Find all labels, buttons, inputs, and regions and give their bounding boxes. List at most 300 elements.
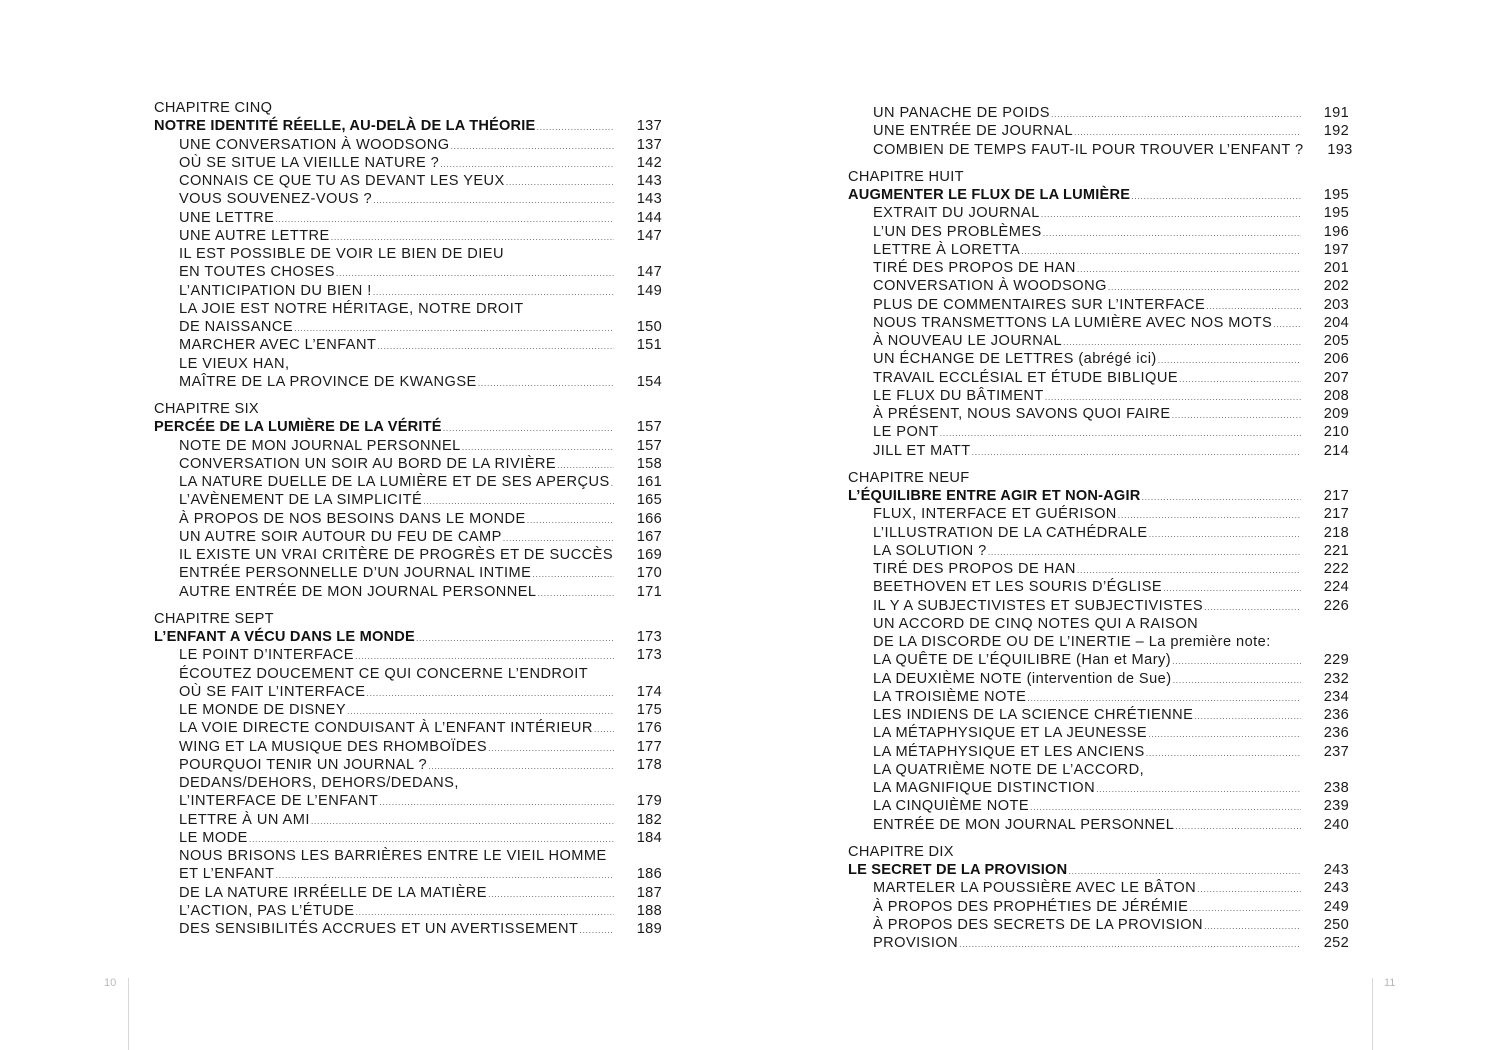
entry-page-number: 236 [1323,707,1349,723]
entry-page-number: 195 [1323,187,1349,203]
entry-title: VOUS SOUVENEZ-VOUS ? [179,191,373,208]
dot-leader [1158,351,1301,369]
entry-title: EXTRAIT DU JOURNAL [873,205,1040,222]
entry-title: TRAVAIL ECCLÉSIAL ET ÉTUDE BIBLIQUE [873,369,1179,386]
entry-page-number: 191 [1323,105,1349,121]
dot-leader [311,812,614,830]
entry-title: ENTRÉE DE MON JOURNAL PERSONNEL [873,816,1175,833]
page-number-right: 11 [1384,977,1396,989]
entry-title: TIRÉ DES PROPOS DE HAN [873,260,1076,276]
entry-page-number: 184 [636,829,662,846]
entry-title: UN PANACHE DE POIDS [873,105,1050,121]
entry-title: L’UN DES PROBLÈMES [873,223,1042,240]
dot-leader [331,228,614,246]
chapter-title[interactable] [848,861,1349,879]
dot-leader [557,456,614,474]
entry-page-number: 154 [636,373,662,390]
chapter-section [154,610,662,939]
entry-page-number: 217 [1323,506,1349,523]
entry-title: LES INDIENS DE LA SCIENCE CHRÉTIENNE [873,707,1194,723]
entry-page-number: 179 [636,793,662,810]
dot-leader [594,720,614,738]
entry-page-number: 195 [1323,205,1349,222]
entry-title: OÙ SE FAIT L’INTERFACE [179,683,366,700]
toc-entry[interactable] [848,241,1349,259]
entry-page-number: 202 [1323,278,1349,295]
toc-entry[interactable] [848,688,1349,706]
dot-leader [488,885,614,903]
margin-rule-left [128,978,129,1050]
dot-leader [1194,707,1301,725]
dot-leader [1206,297,1301,315]
dot-leader [373,191,614,209]
toc-entry[interactable] [848,204,1349,222]
toc-entry[interactable] [848,743,1349,761]
entry-page-number: 196 [1323,223,1349,240]
dot-leader [1108,278,1301,296]
entry-page-number: 173 [636,629,662,645]
toc-entry[interactable] [848,879,1349,897]
dot-leader [1118,506,1301,524]
chapter-label: CHAPITRE NEUF [848,469,970,486]
dot-leader [940,424,1301,442]
dot-leader [1096,780,1301,798]
toc-entry[interactable] [154,336,662,354]
toc-entry[interactable] [154,491,662,509]
page-number-left: 10 [104,977,117,989]
entry-page-number: 144 [636,209,662,226]
toc-entry[interactable] [154,245,662,263]
entry-title: ET L’ENFANT [179,866,275,883]
entry-page-number: 175 [636,702,662,718]
entry-page-number: 207 [1323,369,1349,386]
chapter-label: CHAPITRE SIX [154,401,259,417]
entry-title: LE PONT [873,424,939,441]
dot-leader [336,264,614,282]
entry-title: LA TROISIÈME NOTE [873,688,1027,705]
toc-entry[interactable] [848,578,1349,596]
entry-title: UN ÉCHANGE DE LETTRES (abrégé ici) [873,351,1157,368]
entry-title: LE FLUX DU BÂTIMENT [873,387,1044,404]
entry-page-number: 142 [636,154,662,171]
entry-title: L’ILLUSTRATION DE LA CATHÉDRALE [873,524,1148,541]
entry-page-number: 249 [1323,898,1349,915]
toc-entry[interactable] [848,706,1349,724]
toc-entry[interactable] [848,633,1349,651]
chapter-title[interactable] [848,487,1349,505]
entry-page-number: 232 [1323,670,1349,687]
entry-page-number: 157 [636,419,662,436]
entry-title: LA DEUXIÈME NOTE (intervention de Sue) [873,670,1172,687]
chapter-section [848,469,1349,834]
dot-leader [423,492,614,510]
toc-entry[interactable] [154,263,662,281]
entry-title: L’ANTICIPATION DU BIEN ! [179,282,372,299]
dot-leader [1077,260,1301,278]
toc-entry[interactable] [154,300,662,318]
entry-page-number: 158 [636,455,662,472]
entry-title: FLUX, INTERFACE ET GUÉRISON [873,506,1117,523]
toc-entry[interactable] [154,528,662,546]
chapter-section [154,99,662,391]
entry-title: DE NAISSANCE [179,319,294,335]
entry-title: L’AVÈNEMENT DE LA SIMPLICITÉ [179,492,423,509]
entry-title: À PROPOS DES SECRETS DE LA PROVISION [873,916,1204,933]
entry-title: LE MONDE DE DISNEY [179,702,347,718]
entry-title: BEETHOVEN ET LES SOURIS D’ÉGLISE [873,579,1163,596]
entry-page-number: 209 [1323,406,1349,422]
entry-page-number: 186 [636,866,662,883]
toc-entry[interactable] [848,597,1349,615]
toc-entry[interactable] [154,209,662,227]
entry-title: CONNAIS CE QUE TU AS DEVANT LES YEUX [179,173,505,189]
chapter-label: CHAPITRE HUIT [848,168,964,185]
dot-leader [959,935,1301,953]
toc-entry[interactable] [154,136,662,154]
chapter-label: CHAPITRE SEPT [154,610,274,627]
toc-entry[interactable] [848,369,1349,387]
toc-entry[interactable] [154,665,662,683]
toc-entry[interactable] [848,296,1349,314]
entry-title: MARTELER LA POUSSIÈRE AVEC LE BÂTON [873,880,1197,897]
toc-entry[interactable] [154,437,662,455]
chapter-title[interactable] [848,186,1349,204]
dot-leader [1077,561,1301,579]
dot-leader [1021,242,1301,260]
dot-leader [532,565,614,583]
entry-title: À PROPOS DE NOS BESOINS DANS LE MONDE [179,510,526,527]
toc-entry[interactable] [848,314,1349,332]
toc-entry[interactable] [848,122,1349,140]
toc-entry[interactable] [154,738,662,756]
entry-page-number: 252 [1323,935,1349,951]
toc-entry[interactable] [154,756,662,774]
toc-entry[interactable] [154,473,662,491]
entry-title: LA MÉTAPHYSIQUE ET LA JEUNESSE [873,725,1148,742]
dot-leader [379,793,614,811]
dot-leader [503,529,614,547]
entry-title: LE MODE [179,829,248,846]
dot-leader [355,647,614,665]
dot-leader [1175,817,1301,835]
entry-page-number: 173 [636,647,662,664]
entry-title: L’ÉQUILIBRE ENTRE AGIR ET NON-AGIR [848,488,1141,504]
entry-title: LA JOIE EST NOTRE HÉRITAGE, NOTRE DROIT [179,300,524,317]
toc-entry[interactable] [848,934,1349,952]
entry-title: À PRÉSENT, NOUS SAVONS QUOI FAIRE [873,406,1171,422]
toc-entry[interactable] [848,505,1349,523]
toc-entry[interactable] [154,902,662,920]
toc-entry[interactable] [848,277,1349,295]
continued-section [848,104,1353,159]
entry-title: PROVISION [873,935,959,951]
toc-entry[interactable] [848,405,1349,423]
dot-leader [1204,917,1301,935]
entry-page-number: 169 [636,547,663,563]
dot-leader [428,757,614,775]
entry-title: LA NATURE DUELLE DE LA LUMIÈRE ET DE SES APERÇUS [179,474,610,490]
entry-title: ÉCOUTEZ DOUCEMENT CE QUI CONCERNE L’ENDROIT [179,665,589,682]
entry-title: EN TOUTES CHOSES [179,264,335,281]
entry-page-number: 147 [636,264,662,281]
entry-title: UNE AUTRE LETTRE [179,227,330,244]
toc-entry[interactable] [848,779,1349,797]
dot-leader [373,283,614,301]
dot-leader [440,155,614,173]
entry-title: JILL ET MATT [873,442,971,459]
entry-page-number: 143 [636,191,662,208]
toc-entry[interactable] [154,811,662,829]
toc-entry[interactable] [848,141,1353,159]
margin-rule-right [1372,978,1373,1050]
toc-entry[interactable] [154,355,662,373]
chapter-section [154,400,662,601]
entry-title: TIRÉ DES PROPOS DE HAN [873,561,1076,577]
entry-title: WING ET LA MUSIQUE DES RHOMBOÏDES [179,738,488,755]
entry-page-number: 208 [1323,387,1349,404]
entry-title: IL EXISTE UN VRAI CRITÈRE DE PROGRÈS ET DE SUCCÈS [179,547,614,563]
entry-title: LE POINT D’INTERFACE [179,647,354,664]
toc-entry[interactable] [848,223,1349,241]
entry-title: LETTRE À LORETTA [873,241,1021,258]
entry-page-number: 237 [1323,743,1349,760]
entry-title: LE VIEUX HAN, [179,355,290,372]
entry-title: LA SOLUTION ? [873,542,987,559]
dot-leader [451,137,614,155]
chapter-title[interactable] [154,418,662,436]
dot-leader [527,511,614,529]
toc-entry[interactable] [154,455,662,473]
toc-entry[interactable] [154,920,662,938]
dot-leader [1189,899,1301,917]
toc-entry[interactable] [154,774,662,792]
toc-entry[interactable] [848,524,1349,542]
entry-page-number: 188 [636,902,662,919]
entry-page-number: 204 [1323,314,1349,331]
entry-title: UNE LETTRE [179,209,275,226]
dot-leader [1204,598,1301,616]
entry-title: NOUS TRANSMETTONS LA LUMIÈRE AVEC NOS MOTS [873,314,1273,331]
dot-leader [347,702,614,720]
toc-entry[interactable] [154,154,662,172]
dot-leader [538,584,615,602]
dot-leader [988,543,1301,561]
dot-leader [537,118,615,136]
entry-page-number: 250 [1323,916,1349,933]
dot-leader [366,684,614,702]
entry-title: MAÎTRE DE LA PROVINCE DE KWANGSE [179,373,477,390]
dot-leader [1045,388,1301,406]
entry-page-number: 137 [636,136,662,153]
toc-entry[interactable] [154,701,662,719]
entry-page-number: 178 [636,756,662,773]
entry-title: DE LA DISCORDE OU DE L’INERTIE – La première note: [873,634,1271,650]
entry-title: LA CINQUIÈME NOTE [873,798,1030,815]
toc-entry[interactable] [848,615,1349,633]
entry-page-number: 210 [1323,424,1349,441]
toc-entry[interactable] [154,829,662,847]
entry-page-number: 238 [1323,780,1349,796]
entry-page-number: 217 [1323,488,1349,504]
dot-leader [377,337,614,355]
toc-entry[interactable] [848,916,1349,934]
entry-title: OÙ SE SITUE LA VIEILLE NATURE ? [179,154,440,171]
entry-page-number: 205 [1323,333,1349,349]
chapter-title[interactable] [154,628,662,646]
entry-page-number: 201 [1323,260,1349,276]
toc-entry[interactable] [848,259,1349,277]
toc-entry[interactable] [848,442,1349,460]
entry-title: UNE ENTRÉE DE JOURNAL [873,123,1074,140]
toc-entry[interactable] [154,683,662,701]
chapter-section [848,843,1349,953]
toc-right [848,104,1353,961]
entry-title: COMBIEN DE TEMPS FAUT-IL POUR TROUVER L’ENFANT ? [873,141,1304,158]
entry-title: LA MÉTAPHYSIQUE ET LES ANCIENS [873,743,1145,760]
entry-page-number: 243 [1323,880,1349,897]
dot-leader [488,739,614,757]
entry-title: LA QUATRIÈME NOTE DE L’ACCORD, [873,761,1145,778]
entry-title: DES SENSIBILITÉS ACCRUES ET UN AVERTISSEMENT [179,921,579,937]
entry-page-number: 182 [636,811,662,828]
chapter-label: CHAPITRE DIX [848,843,954,860]
entry-title: LA MAGNIFIQUE DISTINCTION [873,780,1096,796]
toc-entry[interactable] [154,546,662,564]
dot-leader [1043,224,1301,242]
entry-page-number: 234 [1323,688,1349,705]
toc-entry[interactable] [848,816,1349,834]
dot-leader [276,866,614,884]
entry-page-number: 147 [636,227,662,244]
entry-page-number: 243 [1323,862,1349,878]
dot-leader [1041,205,1301,223]
toc-entry[interactable] [848,797,1349,815]
dot-leader [1173,671,1301,689]
toc-entry[interactable] [154,282,662,300]
toc-entry[interactable] [848,350,1349,368]
entry-page-number: 150 [636,319,662,335]
dot-leader [1131,187,1301,205]
entry-page-number: 176 [636,720,662,737]
toc-entry[interactable] [848,423,1349,441]
entry-title: CONVERSATION UN SOIR AU BORD DE LA RIVIÈRE [179,455,557,472]
entry-title: LA VOIE DIRECTE CONDUISANT À L’ENFANT INTÉRIEUR [179,720,593,737]
dot-leader [1027,689,1301,707]
toc-entry[interactable] [154,847,662,865]
dot-leader [462,438,614,456]
entry-title: DEDANS/DEHORS, DEHORS/DEDANS, [179,775,459,791]
entry-page-number: 149 [636,282,662,299]
toc-entry[interactable] [154,510,662,528]
entry-page-number: 166 [636,510,662,527]
entry-page-number: 177 [636,738,662,755]
toc-entry[interactable] [848,104,1349,122]
entry-page-number: 239 [1323,798,1349,815]
toc-entry[interactable] [848,898,1349,916]
entry-title: IL Y A SUBJECTIVISTES ET SUBJECTIVISTES [873,597,1204,614]
dot-leader [1030,798,1301,816]
entry-title: LE SECRET DE LA PROVISION [848,862,1068,878]
dot-leader [972,443,1301,461]
dot-leader [1172,406,1301,424]
entry-page-number: 206 [1323,351,1349,368]
dot-leader [416,629,614,647]
toc-entry[interactable] [848,670,1349,688]
chapter-title[interactable] [154,117,662,135]
entry-title: L’ACTION, PAS L’ÉTUDE [179,902,355,919]
toc-entry[interactable] [154,172,662,190]
entry-page-number: 240 [1323,816,1349,833]
entry-page-number: 226 [1323,597,1349,614]
toc-entry[interactable] [154,373,662,391]
dot-leader [1063,333,1301,351]
entry-page-number: 187 [636,884,662,901]
toc-entry[interactable] [154,583,662,601]
entry-page-number: 236 [1323,725,1349,742]
entry-title: UNE CONVERSATION À WOODSONG [179,136,450,153]
toc-entry[interactable] [848,332,1349,350]
entry-page-number: 143 [636,173,662,189]
entry-page-number: 214 [1323,442,1349,459]
entry-title: NOTE DE MON JOURNAL PERSONNEL [179,437,461,454]
entry-page-number: 157 [636,437,662,454]
toc-entry[interactable] [848,542,1349,560]
dot-leader [1172,652,1301,670]
entry-page-number: 218 [1323,524,1349,541]
dot-leader [1141,488,1301,506]
dot-leader [1179,370,1301,388]
entry-title: À NOUVEAU LE JOURNAL [873,333,1063,349]
toc-entry[interactable] [154,792,662,810]
toc-entry[interactable] [848,724,1349,742]
dot-leader [355,903,614,921]
dot-leader [443,419,614,437]
chapter-label: CHAPITRE CINQ [154,100,273,116]
toc-entry[interactable] [154,318,662,336]
entry-title: PLUS DE COMMENTAIRES SUR L’INTERFACE [873,296,1206,313]
entry-page-number: 174 [636,683,662,700]
entry-page-number: 203 [1323,296,1349,313]
dot-leader [1273,315,1301,333]
toc-entry[interactable] [848,761,1349,779]
entry-page-number: 137 [636,118,662,135]
entry-page-number: 229 [1323,652,1349,669]
entry-page-number: 221 [1323,542,1349,559]
toc-entry[interactable] [154,227,662,245]
entry-title: NOUS BRISONS LES BARRIÈRES ENTRE LE VIEIL HOMME [179,848,607,864]
entry-title: POURQUOI TENIR UN JOURNAL ? [179,756,428,773]
toc-entry[interactable] [848,560,1349,578]
dot-leader [506,173,614,191]
entry-page-number: 193 [1327,141,1353,158]
toc-entry[interactable] [848,387,1349,405]
toc-entry[interactable] [848,651,1349,669]
entry-page-number: 189 [636,921,662,937]
entry-page-number: 151 [636,337,662,354]
dot-leader [249,830,614,848]
entry-title: LA QUÊTE DE L’ÉQUILIBRE (Han et Mary) [873,652,1172,669]
toc-entry[interactable] [154,865,662,883]
toc-entry[interactable] [154,719,662,737]
entry-title: ENTRÉE PERSONNELLE D’UN JOURNAL INTIME [179,565,532,582]
toc-entry[interactable] [154,646,662,664]
toc-entry[interactable] [154,564,662,582]
dot-leader [1146,744,1301,762]
dot-leader [1148,725,1301,743]
toc-entry[interactable] [154,190,662,208]
entry-title: AUTRE ENTRÉE DE MON JOURNAL PERSONNEL [179,583,537,600]
toc-entry[interactable] [154,884,662,902]
